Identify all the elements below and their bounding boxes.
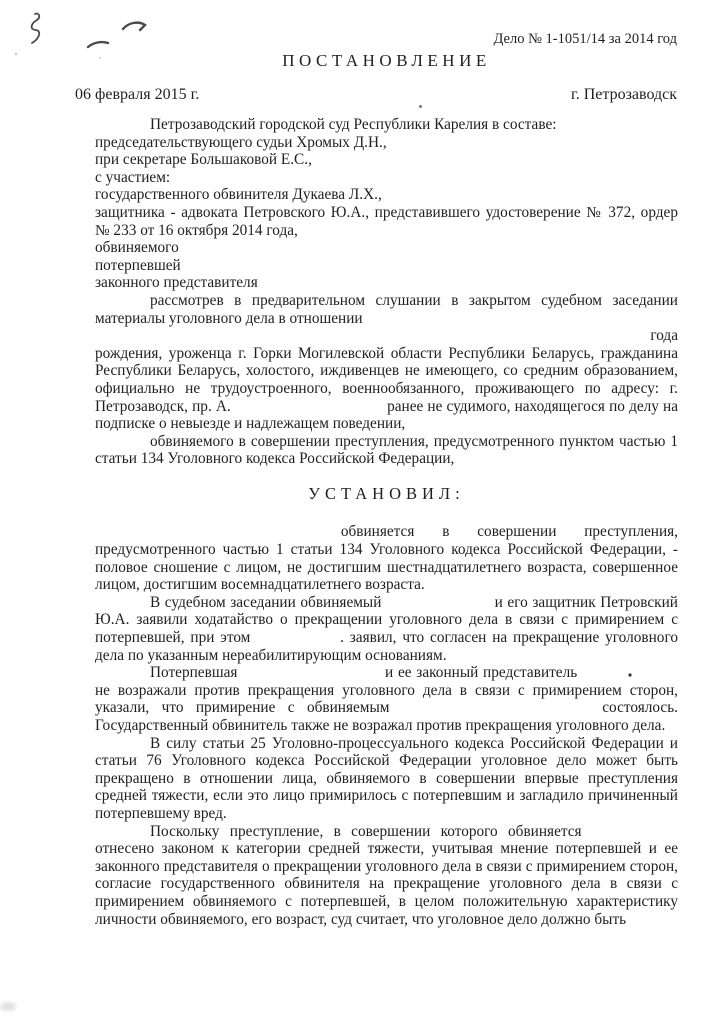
accused-line: обвиняемого xyxy=(95,239,179,257)
law-basis-paragraph: В силу статьи 25 Уголовно-процессуального кодекса Российской Федерации и статьи 76 Уголовного кодекса Российской Федерации уголовное дело может быть прекращено в отношении лица, обвиняемого в совершении впервые преступления средней тяжести, если это лицо примирилось с потерпевшим и загладило причиненный потерпевшему вред. xyxy=(95,734,678,822)
considered-paragraph: рассмотрев в предварительном слушании в закрытом судебном заседании материалы уголовного дела в отношении xyxy=(95,291,678,327)
secretary-line: при секретаре Большаковой Е.С., xyxy=(95,151,312,169)
conclusion-first-line: Поскольку преступление, в совершении которого обвиняется xyxy=(150,822,582,840)
victim-text-3: не возражали против прекращения уголовного дела в связи с примирением сторон, указали, что примирение с обвиняемым xyxy=(95,681,678,717)
scan-speck xyxy=(419,105,422,108)
motion-text-3: . заявил, что согласен на прекращение уголовного дела по указанным нереабилитирующим основаниям. xyxy=(95,629,678,664)
document-date: 06 февраля 2015 г. xyxy=(75,86,200,103)
personal-details-paragraph xyxy=(95,345,678,433)
redaction-gap xyxy=(386,596,490,607)
redaction-gap xyxy=(256,631,334,642)
accusation-text: обвиняется в совершении преступления, предусмотренного частью 1 статьи 134 Уголовного кодекса Российской Федерации, - половое сношение с лицом, не достигшим шестнадцатилетнего возраста, совершенное лицом, достигшим восемнадцатилетнего возраста. xyxy=(95,523,678,594)
ustanovil-heading: УСТАНОВИЛ: xyxy=(308,483,465,503)
document-title: ПОСТАНОВЛЕНИЕ xyxy=(282,51,491,70)
document-place: г. Петрозаводск xyxy=(570,86,677,103)
not-convicted-text: ранее не судимого, находящегося по делу на подписке о невыезде и надлежащем поведении, xyxy=(95,397,679,433)
redaction-gap xyxy=(242,666,380,677)
motion-text-1: В судебном заседании обвиняемый xyxy=(150,593,382,611)
victim-text-2: и ее законный представитель xyxy=(384,664,578,682)
legal-representative-line: законного представителя xyxy=(95,274,258,292)
participation-line: с участием: xyxy=(95,168,171,186)
victim-line: потерпевшей xyxy=(95,256,181,274)
personal-details-text: рождения, уроженца г. Горки Могилевской области Республики Беларусь, гражданина Республики Беларусь, холостого, иждивенцев не имеющего, со средним образованием, официально не трудоустроенного, военнообязанного, проживающего по адресу: г. Петрозаводск, пр. А. xyxy=(95,344,678,415)
victim-position-paragraph xyxy=(95,664,678,734)
redaction-gap xyxy=(402,701,590,712)
redaction-gap xyxy=(95,525,313,536)
redaction-gap xyxy=(582,666,678,677)
dateline xyxy=(75,86,677,104)
scan-smudge xyxy=(0,1002,16,1011)
charge-paragraph: обвиняемого в совершении преступления, предусмотренного пунктом частью 1 статьи 134 Уголовного кодекса Российской Федерации, xyxy=(95,432,678,468)
judge-line: председательствующего судьи Хромых Д.Н., xyxy=(95,133,387,151)
case-number: Дело № 1-1051/14 за 2014 год xyxy=(493,31,677,47)
conclusion-paragraph: отнесено законом к категории средней тяжести, учитывая мнение потерпевшей и ее законного представителя о прекращении уголовного дела в связи с примирением сторон, согласие государственного обвинителя на прекращение уголовного дела в связи с примирением обвиняемого с потерпевшей, в целом положительную характеристику личности обвиняемого, его возраст, суд считает, что уголовное дело должно быть xyxy=(95,840,678,928)
accusation-paragraph xyxy=(95,523,678,593)
personal-data-block xyxy=(95,327,678,433)
motion-paragraph xyxy=(95,594,678,664)
prosecutor-line: государственного обвинителя Дукаева Л.Х., xyxy=(95,186,382,204)
victim-text-1: Потерпевшая xyxy=(150,664,238,682)
defender-paragraph: защитника - адвоката Петровского Ю.А., представившего удостоверение № 372, ордер № 233 от 16 октября 2014 года, xyxy=(95,203,678,239)
birth-year-fragment: года xyxy=(650,327,678,345)
document-body xyxy=(95,116,678,928)
redaction-gap xyxy=(235,400,383,411)
motion-text-2: и его защитник Петровский Ю.А. заявили ходатайство о прекращении уголовного дела в связи с примирением с потерпевшей, при этом xyxy=(95,593,678,647)
court-composition-line: Петрозаводский городской суд Республики Карелия в составе: xyxy=(150,116,557,133)
victim-text-4: состоялось. Государственный обвинитель также не возражал против прекращения уголовного дела. xyxy=(95,699,679,734)
